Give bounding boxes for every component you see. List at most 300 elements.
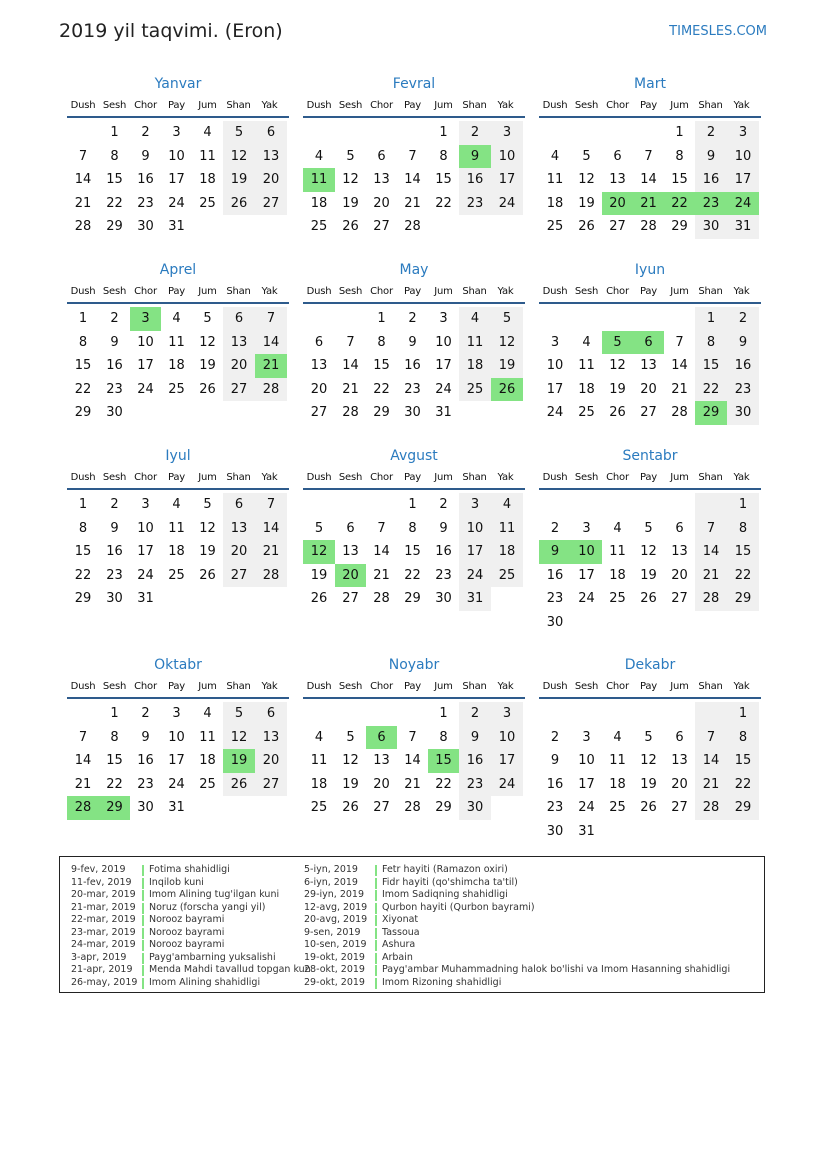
day-cell: 15 <box>727 749 759 773</box>
legend-date: 11-fev, 2019 <box>71 876 132 888</box>
weekday-label: Pay <box>639 99 658 111</box>
holiday-marker <box>375 890 377 901</box>
day-cell: 7 <box>675 334 684 350</box>
day-cell: 29 <box>695 401 727 425</box>
day-grid <box>67 702 289 820</box>
empty-cell <box>633 493 664 517</box>
legend-holiday-name: Fotima shahidligi <box>149 864 230 875</box>
day-cell: 22 <box>727 773 759 797</box>
weekday-label: Jum <box>198 285 217 297</box>
day-cell: 1 <box>439 706 448 721</box>
empty-cell <box>664 307 695 331</box>
day-cell: 18 <box>168 544 185 560</box>
day-cell: 27 <box>342 591 359 607</box>
day-cell: 14 <box>74 172 92 188</box>
legend-date: 22-mar, 2019 <box>71 914 136 925</box>
day-cell: 5 <box>314 520 324 536</box>
weekday-header <box>303 280 525 304</box>
day-grid <box>539 121 761 239</box>
day-cell: 26 <box>310 591 328 607</box>
day-cell: 22 <box>74 567 92 583</box>
month-iyul <box>67 446 289 611</box>
day-cell: 1 <box>675 125 684 140</box>
weekday-header <box>303 466 525 490</box>
day-cell: 3 <box>582 520 591 536</box>
day-cell: 25 <box>199 776 216 792</box>
day-cell: 12 <box>223 145 255 169</box>
day-cell: 11 <box>491 517 523 541</box>
empty-cell <box>727 611 759 635</box>
month-title: Sentabr <box>622 448 678 464</box>
empty-cell <box>335 702 366 726</box>
day-cell: 8 <box>110 148 119 164</box>
day-cell: 3 <box>439 311 448 326</box>
day-cell: 30 <box>695 215 727 239</box>
empty-cell <box>539 121 571 145</box>
legend-date: 26-may, 2019 <box>71 976 138 988</box>
day-cell: 6 <box>346 520 355 536</box>
weekday-label: Sesh <box>102 680 127 692</box>
day-cell: 10 <box>491 726 523 750</box>
month-dekabr <box>539 655 761 844</box>
day-cell: 4 <box>582 334 591 350</box>
day-cell: 2 <box>459 702 491 726</box>
legend-item <box>71 939 311 952</box>
day-cell: 17 <box>459 540 491 564</box>
day-cell: 13 <box>223 517 255 541</box>
day-cell: 4 <box>550 148 560 164</box>
site-brand-link[interactable]: TIMESLES.COM <box>669 24 767 39</box>
weekday-label: Sesh <box>574 680 599 692</box>
month-title: Aprel <box>159 262 197 278</box>
day-cell: 11 <box>609 544 626 560</box>
holiday-marker <box>142 890 144 901</box>
day-cell: 2 <box>550 520 560 536</box>
day-cell: 25 <box>310 800 328 816</box>
day-cell: 10 <box>571 540 602 564</box>
day-cell: 30 <box>137 800 154 816</box>
month-yanvar <box>67 74 289 239</box>
day-cell: 5 <box>346 148 355 164</box>
day-cell: 4 <box>491 493 523 517</box>
empty-cell <box>303 493 335 517</box>
day-cell: 30 <box>404 405 421 421</box>
empty-cell <box>571 307 602 331</box>
day-cell: 22 <box>404 567 421 583</box>
weekday-label: Jum <box>670 680 689 692</box>
holiday-marker <box>142 978 144 989</box>
day-cell: 19 <box>342 776 359 792</box>
day-cell: 1 <box>110 706 119 721</box>
empty-cell <box>602 121 633 145</box>
empty-cell <box>695 820 727 844</box>
day-cell: 27 <box>223 378 255 402</box>
weekday-header <box>539 280 761 304</box>
day-cell: 13 <box>223 331 255 355</box>
legend-holiday-name: Noruz (forscha yangi yil) <box>149 901 266 913</box>
day-cell: 17 <box>727 168 759 192</box>
day-cell: 30 <box>727 401 759 425</box>
day-cell: 26 <box>640 800 657 816</box>
empty-cell <box>459 401 491 425</box>
day-cell: 20 <box>373 776 390 792</box>
day-cell: 10 <box>137 520 154 536</box>
day-cell: 22 <box>727 564 759 588</box>
day-cell: 21 <box>255 354 287 378</box>
day-cell: 15 <box>671 172 688 188</box>
weekday-label: Shan <box>698 471 723 483</box>
day-cell: 25 <box>459 378 491 402</box>
day-cell: 31 <box>459 587 491 611</box>
day-cell: 8 <box>78 334 88 350</box>
day-cell: 19 <box>223 749 255 773</box>
day-cell: 23 <box>727 378 759 402</box>
weekday-label: Yak <box>261 680 278 692</box>
month-title: Noyabr <box>388 657 440 673</box>
holiday-marker <box>375 965 377 976</box>
holiday-marker <box>375 878 377 889</box>
weekday-label: Dush <box>306 680 332 692</box>
weekday-label: Jum <box>434 680 453 692</box>
day-cell: 3 <box>727 121 759 145</box>
day-cell: 28 <box>74 219 92 235</box>
day-cell: 5 <box>203 497 212 512</box>
day-cell: 14 <box>255 331 287 355</box>
day-cell: 11 <box>199 148 216 164</box>
day-cell: 14 <box>404 753 421 769</box>
day-cell: 26 <box>578 219 595 235</box>
weekday-label: Sesh <box>338 99 363 111</box>
empty-cell <box>255 215 287 239</box>
day-cell: 12 <box>640 753 657 769</box>
legend-item <box>71 889 311 902</box>
day-cell: 20 <box>255 749 287 773</box>
day-cell: 12 <box>303 540 335 564</box>
day-cell: 22 <box>106 776 123 792</box>
day-grid <box>303 493 525 611</box>
weekday-label: Pay <box>403 680 422 692</box>
day-cell: 2 <box>110 497 119 512</box>
day-cell: 1 <box>377 311 386 326</box>
weekday-label: Jum <box>434 99 453 111</box>
day-cell: 26 <box>199 381 216 397</box>
day-cell: 24 <box>137 567 154 583</box>
day-cell: 23 <box>106 381 123 397</box>
empty-cell <box>571 121 602 145</box>
month-noyabr <box>303 655 525 820</box>
weekday-label: Pay <box>403 99 422 111</box>
day-cell: 2 <box>727 307 759 331</box>
weekday-header <box>539 94 761 118</box>
day-cell: 13 <box>310 358 328 374</box>
day-cell: 2 <box>141 706 150 721</box>
day-cell: 19 <box>310 567 328 583</box>
holiday-marker <box>375 865 377 876</box>
empty-cell <box>366 493 397 517</box>
holiday-marker <box>142 965 144 976</box>
day-cell: 17 <box>491 168 523 192</box>
day-cell: 21 <box>633 192 664 216</box>
day-cell: 20 <box>335 564 366 588</box>
day-cell: 27 <box>640 405 657 421</box>
legend-holiday-name: Tassoua <box>382 926 420 938</box>
day-cell: 18 <box>310 776 328 792</box>
day-cell: 23 <box>435 567 452 583</box>
day-cell: 12 <box>342 172 359 188</box>
day-cell: 6 <box>675 520 684 536</box>
day-cell: 25 <box>168 567 185 583</box>
weekday-label: Dush <box>306 471 332 483</box>
day-cell: 2 <box>408 311 417 326</box>
weekday-label: Shan <box>226 99 251 111</box>
empty-cell <box>428 215 459 239</box>
day-cell: 8 <box>110 729 119 745</box>
day-cell: 29 <box>373 405 390 421</box>
weekday-label: Chor <box>370 680 393 692</box>
day-cell: 15 <box>404 544 421 560</box>
weekday-label: Jum <box>670 285 689 297</box>
day-cell: 2 <box>110 311 119 326</box>
day-cell: 10 <box>491 145 523 169</box>
day-cell: 20 <box>255 168 287 192</box>
day-cell: 16 <box>727 354 759 378</box>
weekday-label: Sesh <box>338 680 363 692</box>
day-cell: 7 <box>377 520 386 536</box>
legend-item <box>304 952 730 965</box>
empty-cell <box>255 587 287 611</box>
empty-cell <box>397 702 428 726</box>
day-cell: 23 <box>459 773 491 797</box>
legend-date: 9-fev, 2019 <box>71 864 126 875</box>
day-cell: 29 <box>106 219 123 235</box>
weekday-label: Shan <box>462 680 487 692</box>
day-cell: 17 <box>137 544 154 560</box>
day-cell: 29 <box>99 796 130 820</box>
day-cell: 24 <box>491 192 523 216</box>
day-cell: 17 <box>137 358 154 374</box>
weekday-label: Jum <box>434 471 453 483</box>
legend-date: 10-sen, 2019 <box>304 939 367 950</box>
day-cell: 20 <box>640 381 657 397</box>
legend-column-left <box>71 864 311 989</box>
day-cell: 16 <box>106 358 123 374</box>
day-cell: 8 <box>727 517 759 541</box>
day-cell: 6 <box>613 148 622 164</box>
day-cell: 25 <box>491 564 523 588</box>
day-cell: 9 <box>110 334 119 350</box>
day-cell: 13 <box>342 544 359 560</box>
day-cell: 8 <box>78 520 88 536</box>
day-cell: 26 <box>223 192 255 216</box>
holiday-marker <box>142 953 144 964</box>
day-cell: 21 <box>255 540 287 564</box>
day-cell: 25 <box>546 219 564 235</box>
legend-date: 21-mar, 2019 <box>71 901 136 913</box>
day-cell: 30 <box>106 405 123 421</box>
empty-cell <box>602 820 633 844</box>
day-cell: 24 <box>459 564 491 588</box>
legend-holiday-name: Inqilob kuni <box>149 876 204 888</box>
weekday-label: Chor <box>606 285 629 297</box>
day-cell: 5 <box>644 520 653 536</box>
day-cell: 9 <box>408 334 417 350</box>
weekday-label: Jum <box>198 680 217 692</box>
weekday-label: Chor <box>370 285 393 297</box>
day-cell: 4 <box>203 125 212 140</box>
day-cell: 24 <box>578 591 595 607</box>
day-cell: 24 <box>137 381 154 397</box>
legend-date: 29-iyn, 2019 <box>304 889 365 900</box>
day-cell: 13 <box>373 753 390 769</box>
legend-date: 28-okt, 2019 <box>304 964 365 975</box>
day-cell: 19 <box>223 168 255 192</box>
day-cell: 5 <box>491 307 523 331</box>
day-cell: 28 <box>404 800 421 816</box>
legend-date: 3-apr, 2019 <box>71 951 127 963</box>
day-cell: 16 <box>435 544 452 560</box>
day-cell: 14 <box>671 358 688 374</box>
legend-item <box>304 964 730 977</box>
empty-cell <box>366 702 397 726</box>
day-cell: 12 <box>640 544 657 560</box>
day-cell: 2 <box>550 729 560 745</box>
day-cell: 10 <box>168 148 185 164</box>
day-cell: 3 <box>130 307 161 331</box>
weekday-label: Chor <box>134 471 157 483</box>
empty-cell <box>633 307 664 331</box>
day-cell: 6 <box>223 493 255 517</box>
day-cell: 19 <box>578 195 595 211</box>
day-cell: 21 <box>342 381 359 397</box>
day-cell: 7 <box>408 148 417 164</box>
weekday-label: Sesh <box>574 285 599 297</box>
day-cell: 16 <box>404 358 421 374</box>
day-cell: 26 <box>491 378 523 402</box>
empty-cell <box>223 796 255 820</box>
day-cell: 20 <box>223 354 255 378</box>
empty-cell <box>255 796 287 820</box>
month-title: Avgust <box>390 448 438 464</box>
day-cell: 19 <box>640 567 657 583</box>
day-cell: 14 <box>695 749 727 773</box>
legend-item <box>71 977 311 990</box>
legend-item <box>71 877 311 890</box>
day-cell: 30 <box>106 591 123 607</box>
day-cell: 16 <box>137 753 154 769</box>
day-cell: 3 <box>491 702 523 726</box>
day-cell: 11 <box>459 331 491 355</box>
day-cell: 10 <box>727 145 759 169</box>
weekday-header <box>303 675 525 699</box>
day-cell: 21 <box>404 776 421 792</box>
legend-date: 5-iyn, 2019 <box>304 864 358 875</box>
day-cell: 25 <box>609 591 626 607</box>
day-cell: 9 <box>539 540 571 564</box>
empty-cell <box>664 493 695 517</box>
empty-cell <box>727 820 759 844</box>
day-cell: 7 <box>644 148 653 164</box>
day-cell: 9 <box>439 520 448 536</box>
day-cell: 16 <box>546 567 564 583</box>
empty-cell <box>335 307 366 331</box>
day-cell: 13 <box>373 172 390 188</box>
day-cell: 11 <box>199 729 216 745</box>
day-cell: 21 <box>404 195 421 211</box>
empty-cell <box>695 493 727 517</box>
day-cell: 17 <box>546 381 564 397</box>
day-cell: 17 <box>168 172 185 188</box>
day-cell: 9 <box>459 726 491 750</box>
empty-cell <box>571 611 602 635</box>
weekday-label: Dush <box>306 285 332 297</box>
day-cell: 31 <box>578 823 595 839</box>
day-cell: 5 <box>203 311 212 326</box>
day-cell: 7 <box>346 334 355 350</box>
legend-holiday-name: Fidr hayiti (qo'shimcha ta'til) <box>382 876 518 888</box>
weekday-label: Shan <box>226 285 251 297</box>
empty-cell <box>633 121 664 145</box>
empty-cell <box>223 587 255 611</box>
empty-cell <box>491 401 523 425</box>
legend-holiday-name: Menda Mahdi tavallud topgan kun <box>149 964 311 975</box>
holiday-marker <box>375 978 377 989</box>
month-avgust <box>303 446 525 611</box>
day-cell: 20 <box>602 192 633 216</box>
day-cell: 28 <box>404 219 421 235</box>
day-cell: 16 <box>106 544 123 560</box>
day-cell: 26 <box>342 800 359 816</box>
legend-item <box>71 914 311 927</box>
weekday-label: Shan <box>226 680 251 692</box>
day-cell: 20 <box>671 776 688 792</box>
day-cell: 17 <box>491 749 523 773</box>
day-cell: 23 <box>137 776 154 792</box>
weekday-label: Yak <box>261 285 278 297</box>
day-cell: 1 <box>439 125 448 140</box>
day-cell: 19 <box>640 776 657 792</box>
weekday-label: Sesh <box>338 285 363 297</box>
empty-cell <box>255 401 287 425</box>
day-cell: 10 <box>137 334 154 350</box>
month-may <box>303 260 525 425</box>
legend-item <box>304 914 730 927</box>
weekday-label: Yak <box>497 99 514 111</box>
day-cell: 3 <box>141 497 150 512</box>
empty-cell <box>491 587 523 611</box>
day-cell: 8 <box>727 726 759 750</box>
weekday-header <box>539 466 761 490</box>
day-cell: 16 <box>695 168 727 192</box>
day-cell: 4 <box>613 729 622 745</box>
day-cell: 24 <box>168 776 185 792</box>
weekday-label: Jum <box>198 471 217 483</box>
holiday-marker <box>142 940 144 951</box>
weekday-label: Pay <box>167 99 186 111</box>
day-cell: 4 <box>172 497 181 512</box>
day-cell: 18 <box>168 358 185 374</box>
day-cell: 11 <box>168 334 185 350</box>
day-cell: 4 <box>172 311 181 326</box>
empty-cell <box>161 401 192 425</box>
weekday-label: Yak <box>497 471 514 483</box>
legend-holiday-name: Fetr hayiti (Ramazon oxiri) <box>382 864 508 875</box>
day-cell: 16 <box>459 168 491 192</box>
day-cell: 30 <box>546 614 564 630</box>
day-cell: 30 <box>459 796 491 820</box>
month-title: Iyul <box>165 448 191 464</box>
day-cell: 15 <box>727 540 759 564</box>
day-cell: 1 <box>110 125 119 140</box>
